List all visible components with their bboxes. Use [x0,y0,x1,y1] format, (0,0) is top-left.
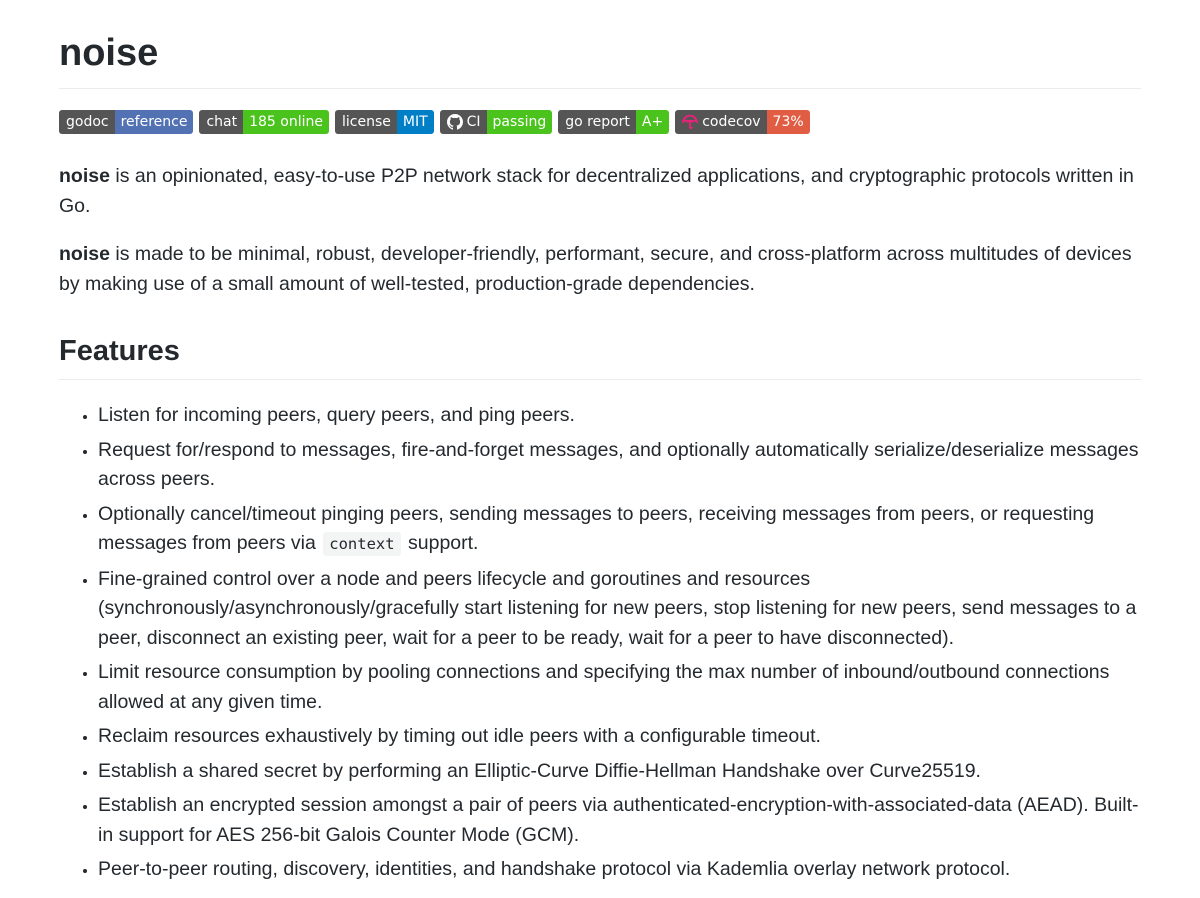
features-list [59,401,1141,885]
badge-row [59,110,1141,134]
page-title: noise [59,0,1141,89]
intro-text: is an opinionated, easy-to-use P2P network stack for decentralized applications, and cryptographic protocols written in Go. [59,165,1134,217]
badge-value: MIT [397,110,434,134]
project-name: noise [59,165,110,187]
github-icon [447,114,463,130]
readme [59,0,1141,890]
badge-label: godoc [59,110,115,134]
list-item: • Limit resource consumption by pooling connections and specifying the max number of inbound/outbound connections allowed at any given time. [98,658,1141,717]
list-item: • Listen for incoming peers, query peers, and ping peers. [98,401,1141,431]
list-item-text: support. [402,532,479,554]
design-text: is made to be minimal, robust, developer-friendly, performant, secure, and cross-platform across multitudes of devices by making use of a small amount of well-tested, production-grade dependencies. [59,243,1132,295]
badge-value: A+ [636,110,669,134]
badge-label: license [335,110,397,134]
list-item: • Reclaim resources exhaustively by timing out idle peers with a configurable timeout. [98,722,1141,752]
list-item: • Peer-to-peer routing, discovery, identities, and handshake protocol via Kademlia overlay network protocol. [98,855,1141,885]
chat-badge[interactable] [199,110,329,134]
license-badge[interactable] [335,110,434,134]
go-report-badge[interactable] [558,110,669,134]
badge-value: passing [487,110,553,134]
list-item: • Establish a shared secret by performing an Elliptic-Curve Diffie-Hellman Handshake over Curve25519. [98,757,1141,787]
project-name: noise [59,243,110,265]
badge-label: CI [466,114,481,130]
list-item: • Establish an encrypted session amongst a pair of peers via authenticated-encryption-with-associated-data (AEAD). Built-in support for AES 256-bit Galois Counter Mode (GCM). [98,791,1141,850]
umbrella-icon [682,114,698,130]
list-item: • Fine-grained control over a node and peers lifecycle and goroutines and resources (synchronously/asynchronously/gracefully start listening for new peers, stop listening for new peers, send messages to a peer, disconnect an existing peer, wait for a peer to be ready, wait for a peer to have disconnected). [98,565,1141,654]
godoc-badge[interactable] [59,110,193,134]
badge-label-with-icon [675,110,766,134]
badge-value: reference [115,110,194,134]
intro-paragraph [59,162,1141,221]
badge-label: codecov [702,114,761,130]
inline-code: context [323,532,400,556]
list-item-text: Optionally cancel/timeout pinging peers, sending messages to peers, receiving messages from peers, or requesting messages from peers via [98,502,1095,554]
codecov-badge[interactable] [675,110,809,134]
badge-value: 73% [767,110,810,134]
list-item: • Request for/respond to messages, fire-and-forget messages, and optionally automatically serialize/deserialize messages across peers. [98,436,1141,495]
features-heading: Features [59,333,1141,380]
badge-label: go report [558,110,636,134]
ci-badge[interactable] [440,110,553,134]
badge-label-with-icon [440,110,487,134]
badge-label: chat [199,110,243,134]
list-item [98,500,1141,560]
design-paragraph [59,240,1141,299]
badge-value: 185 online [243,110,329,134]
